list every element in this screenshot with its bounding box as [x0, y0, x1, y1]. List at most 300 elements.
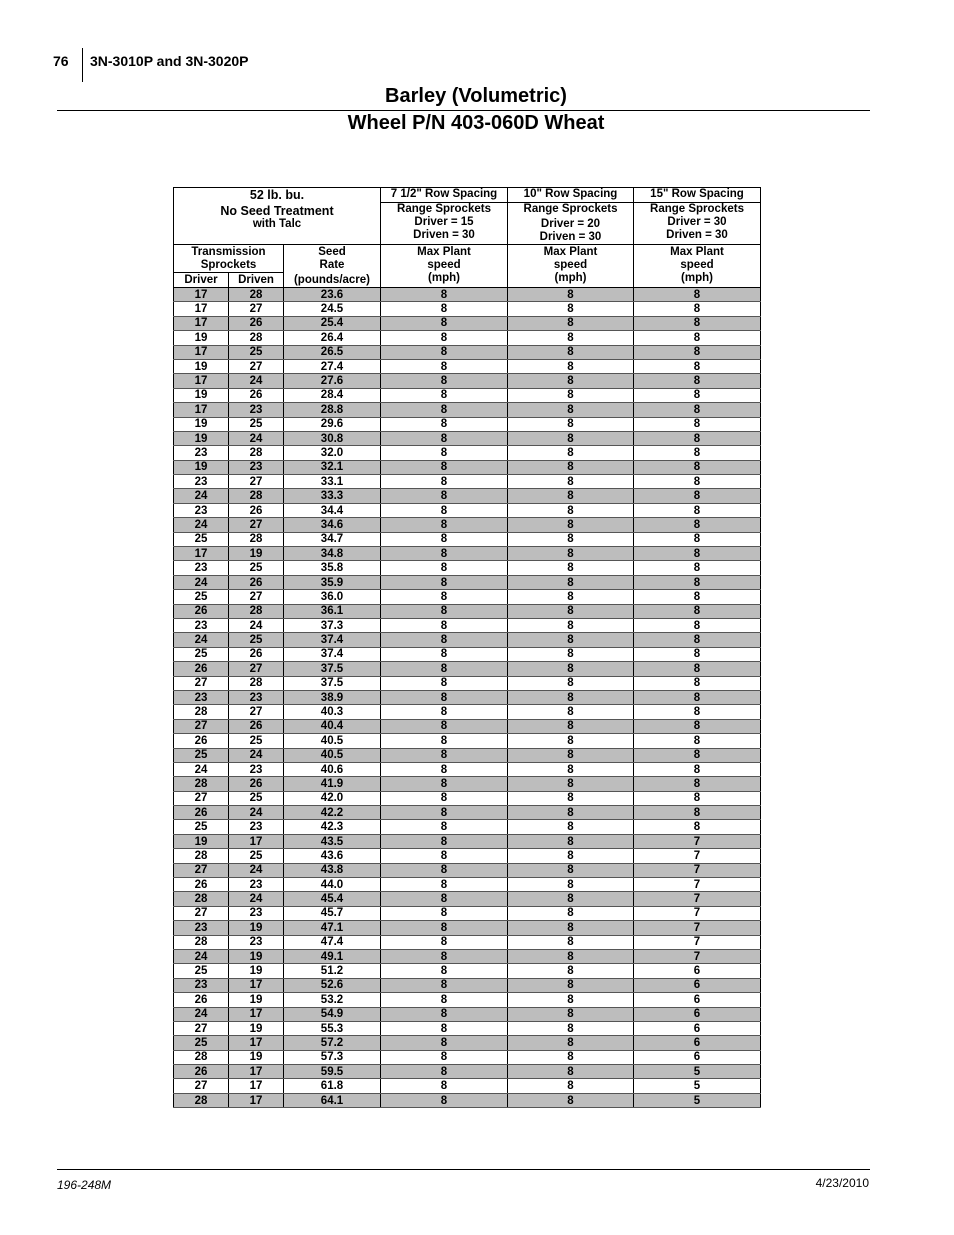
driver-cell: 19 — [174, 359, 229, 373]
seed-rate-cell: 37.5 — [284, 662, 381, 676]
chart-title — [82, 84, 870, 108]
speed-10-cell: 8 — [508, 834, 634, 848]
seed-rate-cell: 35.8 — [284, 561, 381, 575]
speed-7-5-cell: 8 — [381, 374, 508, 388]
driven-cell: 17 — [229, 834, 284, 848]
driver-cell: 23 — [174, 618, 229, 632]
table-row — [174, 748, 761, 762]
speed-10-cell: 8 — [508, 1036, 634, 1050]
table-row — [174, 403, 761, 417]
table-row — [174, 978, 761, 992]
speed-15-cell: 7 — [634, 906, 761, 920]
table-row — [174, 1093, 761, 1107]
speed-10-cell: 8 — [508, 1007, 634, 1021]
speed-15-cell: 8 — [634, 388, 761, 402]
driver-cell: 27 — [174, 906, 229, 920]
speed-10-cell: 8 — [508, 964, 634, 978]
driven-cell: 23 — [229, 906, 284, 920]
driver-cell: 25 — [174, 1036, 229, 1050]
speed-10-cell: 8 — [508, 892, 634, 906]
speed-10-cell: 8 — [508, 417, 634, 431]
speed-7-5-cell: 8 — [381, 820, 508, 834]
speed-10-cell: 8 — [508, 475, 634, 489]
driver-cell: 23 — [174, 690, 229, 704]
driver-cell: 25 — [174, 532, 229, 546]
seed-rate-cell: 29.6 — [284, 417, 381, 431]
seed-rate-cell: 40.5 — [284, 748, 381, 762]
driven-cell: 19 — [229, 949, 284, 963]
transmission-line-1: Transmission — [191, 246, 266, 258]
speed-15-cell: 8 — [634, 374, 761, 388]
driver-column-header: Driver — [174, 273, 229, 288]
seed-rate-cell: 47.1 — [284, 921, 381, 935]
speed-15-cell: 8 — [634, 676, 761, 690]
speed-7-5-cell: 8 — [381, 791, 508, 805]
speed-7-5-cell: 8 — [381, 705, 508, 719]
speed-15-cell: 8 — [634, 302, 761, 316]
title-line-1: Barley (Volumetric) — [385, 85, 567, 107]
range-driven: Driven = 30 — [413, 229, 475, 241]
speed-15-cell: 8 — [634, 820, 761, 834]
speed-10-cell: 8 — [508, 575, 634, 589]
table-row — [174, 475, 761, 489]
speed-15-cell: 8 — [634, 734, 761, 748]
driver-cell: 26 — [174, 604, 229, 618]
driven-cell: 23 — [229, 403, 284, 417]
max-speed-header-15 — [634, 245, 761, 288]
table-row — [174, 993, 761, 1007]
speed-7-5-cell: 8 — [381, 949, 508, 963]
speed-7-5-cell: 8 — [381, 1065, 508, 1079]
driven-cell: 25 — [229, 791, 284, 805]
footer-rule — [57, 1169, 870, 1170]
speed-line-2: speed — [553, 259, 588, 271]
driven-cell: 17 — [229, 1007, 284, 1021]
speed-7-5-cell: 8 — [381, 935, 508, 949]
speed-10-cell: 8 — [508, 762, 634, 776]
driven-cell: 19 — [229, 1050, 284, 1064]
speed-10-cell: 8 — [508, 489, 634, 503]
speed-15-cell: 5 — [634, 1065, 761, 1079]
driver-cell: 17 — [174, 403, 229, 417]
title-line-2: Wheel P/N 403-060D Wheat — [347, 112, 605, 134]
driver-cell: 24 — [174, 949, 229, 963]
speed-7-5-cell: 8 — [381, 489, 508, 503]
seed-rate-cell: 52.6 — [284, 978, 381, 992]
seed-rate-cell: 34.6 — [284, 518, 381, 532]
table-row — [174, 834, 761, 848]
seed-rate-cell: 42.2 — [284, 806, 381, 820]
speed-7-5-cell: 8 — [381, 748, 508, 762]
driven-cell: 17 — [229, 1079, 284, 1093]
speed-10-cell: 8 — [508, 1065, 634, 1079]
seed-rate-cell: 64.1 — [284, 1093, 381, 1107]
table-row — [174, 633, 761, 647]
seed-rate-cell: 40.3 — [284, 705, 381, 719]
speed-10-cell: 8 — [508, 532, 634, 546]
table-row — [174, 374, 761, 388]
speed-15-cell: 7 — [634, 878, 761, 892]
table-row — [174, 1065, 761, 1079]
range-label: Range Sprockets — [397, 203, 491, 215]
table-row — [174, 921, 761, 935]
range-label: Range Sprockets — [650, 203, 744, 215]
speed-7-5-cell: 8 — [381, 690, 508, 704]
driver-cell: 28 — [174, 935, 229, 949]
seed-rate-cell: 59.5 — [284, 1065, 381, 1079]
driven-cell: 23 — [229, 762, 284, 776]
max-speed-header-10 — [508, 245, 634, 288]
seed-rate-cell: 35.9 — [284, 575, 381, 589]
speed-line-1: Max Plant — [543, 246, 598, 258]
driver-cell: 17 — [174, 288, 229, 302]
speed-10-cell: 8 — [508, 403, 634, 417]
speed-7-5-cell: 8 — [381, 417, 508, 431]
seed-rate-cell: 45.7 — [284, 906, 381, 920]
seed-rate-cell: 28.8 — [284, 403, 381, 417]
speed-7-5-cell: 8 — [381, 1021, 508, 1035]
driver-cell: 28 — [174, 849, 229, 863]
seed-rate-cell: 33.3 — [284, 489, 381, 503]
speed-15-cell: 8 — [634, 460, 761, 474]
speed-7-5-cell: 8 — [381, 359, 508, 373]
seed-rate-cell: 24.5 — [284, 302, 381, 316]
table-row — [174, 806, 761, 820]
table-row — [174, 575, 761, 589]
driven-cell: 19 — [229, 1021, 284, 1035]
speed-line-2: speed — [680, 259, 714, 271]
seed-rate-cell: 27.4 — [284, 359, 381, 373]
table-row — [174, 590, 761, 604]
seed-rate-cell: 36.0 — [284, 590, 381, 604]
seed-rate-cell: 25.4 — [284, 316, 381, 330]
driver-cell: 19 — [174, 417, 229, 431]
driver-cell: 26 — [174, 806, 229, 820]
speed-7-5-cell: 8 — [381, 288, 508, 302]
table-row — [174, 777, 761, 791]
speed-15-cell: 8 — [634, 518, 761, 532]
seed-rate-cell: 34.7 — [284, 532, 381, 546]
speed-7-5-cell: 8 — [381, 503, 508, 517]
speed-7-5-cell: 8 — [381, 561, 508, 575]
speed-10-cell: 8 — [508, 288, 634, 302]
driver-cell: 23 — [174, 503, 229, 517]
speed-10-cell: 8 — [508, 374, 634, 388]
speed-15-cell: 8 — [634, 777, 761, 791]
driven-cell: 27 — [229, 662, 284, 676]
driven-cell: 27 — [229, 475, 284, 489]
seed-rate-cell: 57.2 — [284, 1036, 381, 1050]
speed-15-cell: 8 — [634, 547, 761, 561]
speed-7-5-cell: 8 — [381, 978, 508, 992]
speed-7-5-cell: 8 — [381, 604, 508, 618]
speed-7-5-cell: 8 — [381, 302, 508, 316]
driver-cell: 28 — [174, 777, 229, 791]
speed-15-cell: 8 — [634, 503, 761, 517]
driver-cell: 27 — [174, 719, 229, 733]
driven-column-header: Driven — [229, 273, 284, 288]
speed-7-5-cell: 8 — [381, 993, 508, 1007]
seed-rate-cell: 55.3 — [284, 1021, 381, 1035]
speed-7-5-cell: 8 — [381, 676, 508, 690]
driver-cell: 23 — [174, 561, 229, 575]
seed-rate-cell: 28.4 — [284, 388, 381, 402]
speed-15-cell: 8 — [634, 316, 761, 330]
driven-cell: 19 — [229, 547, 284, 561]
table-row — [174, 878, 761, 892]
driven-cell: 24 — [229, 748, 284, 762]
speed-15-cell: 8 — [634, 690, 761, 704]
speed-15-cell: 8 — [634, 791, 761, 805]
speed-15-cell: 8 — [634, 762, 761, 776]
speed-10-cell: 8 — [508, 978, 634, 992]
seed-rate-cell: 37.4 — [284, 647, 381, 661]
seed-rate-cell: 43.8 — [284, 863, 381, 877]
driven-cell: 24 — [229, 431, 284, 445]
seed-rate-cell: 32.0 — [284, 446, 381, 460]
speed-10-cell: 8 — [508, 820, 634, 834]
table-row — [174, 388, 761, 402]
speed-15-cell: 7 — [634, 949, 761, 963]
seed-rate-header — [284, 245, 381, 288]
speed-units: (mph) — [681, 272, 713, 284]
speed-7-5-cell: 8 — [381, 633, 508, 647]
seed-rate-cell: 30.8 — [284, 431, 381, 445]
table-row — [174, 705, 761, 719]
driven-cell: 23 — [229, 878, 284, 892]
table-row — [174, 734, 761, 748]
speed-7-5-cell: 8 — [381, 762, 508, 776]
table-row — [174, 820, 761, 834]
table-row — [174, 647, 761, 661]
speed-15-cell: 8 — [634, 719, 761, 733]
driver-cell: 27 — [174, 863, 229, 877]
speed-7-5-cell: 8 — [381, 575, 508, 589]
speed-15-cell: 7 — [634, 863, 761, 877]
driven-cell: 23 — [229, 460, 284, 474]
driven-cell: 28 — [229, 489, 284, 503]
table-row — [174, 892, 761, 906]
driven-cell: 17 — [229, 1093, 284, 1107]
speed-15-cell: 8 — [634, 475, 761, 489]
speed-10-cell: 8 — [508, 503, 634, 517]
seed-rate-cell: 33.1 — [284, 475, 381, 489]
speed-10-cell: 8 — [508, 734, 634, 748]
speed-7-5-cell: 8 — [381, 719, 508, 733]
speed-10-cell: 8 — [508, 863, 634, 877]
driven-cell: 25 — [229, 633, 284, 647]
table-row — [174, 849, 761, 863]
seed-rate-cell: 44.0 — [284, 878, 381, 892]
driver-cell: 25 — [174, 647, 229, 661]
seed-rate-cell: 53.2 — [284, 993, 381, 1007]
seed-rate-cell: 47.4 — [284, 935, 381, 949]
driver-cell: 23 — [174, 921, 229, 935]
speed-7-5-cell: 8 — [381, 518, 508, 532]
speed-10-cell: 8 — [508, 705, 634, 719]
seed-rate-cell: 41.9 — [284, 777, 381, 791]
driver-cell: 19 — [174, 431, 229, 445]
speed-10-cell: 8 — [508, 446, 634, 460]
speed-7-5-cell: 8 — [381, 547, 508, 561]
speed-10-cell: 8 — [508, 878, 634, 892]
driver-cell: 24 — [174, 762, 229, 776]
seed-header — [174, 188, 381, 245]
speed-10-cell: 8 — [508, 547, 634, 561]
driver-cell: 19 — [174, 388, 229, 402]
speed-7-5-cell: 8 — [381, 1007, 508, 1021]
speed-10-cell: 8 — [508, 791, 634, 805]
speed-15-cell: 7 — [634, 892, 761, 906]
driven-cell: 27 — [229, 302, 284, 316]
speed-7-5-cell: 8 — [381, 777, 508, 791]
range-sprockets-7-5 — [381, 203, 508, 245]
speed-10-cell: 8 — [508, 604, 634, 618]
driver-cell: 17 — [174, 547, 229, 561]
seed-rate-units: (pounds/acre) — [293, 274, 371, 286]
range-driver: Driver = 15 — [414, 216, 474, 228]
speed-7-5-cell: 8 — [381, 618, 508, 632]
driven-cell: 24 — [229, 892, 284, 906]
driven-cell: 26 — [229, 575, 284, 589]
seed-rate-cell: 43.6 — [284, 849, 381, 863]
speed-15-cell: 5 — [634, 1079, 761, 1093]
speed-10-cell: 8 — [508, 993, 634, 1007]
speed-10-cell: 8 — [508, 690, 634, 704]
speed-7-5-cell: 8 — [381, 878, 508, 892]
table-row — [174, 417, 761, 431]
driven-cell: 23 — [229, 935, 284, 949]
driven-cell: 23 — [229, 820, 284, 834]
table-row — [174, 331, 761, 345]
range-driven: Driven = 30 — [539, 231, 602, 243]
driven-cell: 19 — [229, 993, 284, 1007]
driven-cell: 17 — [229, 978, 284, 992]
range-driver: Driver = 30 — [667, 216, 727, 228]
speed-7-5-cell: 8 — [381, 964, 508, 978]
seed-rate-cell: 42.3 — [284, 820, 381, 834]
table-row — [174, 302, 761, 316]
speed-15-cell: 6 — [634, 993, 761, 1007]
table-row — [174, 791, 761, 805]
speed-10-cell: 8 — [508, 935, 634, 949]
driver-cell: 27 — [174, 1079, 229, 1093]
speed-10-cell: 8 — [508, 647, 634, 661]
speed-15-cell: 6 — [634, 1036, 761, 1050]
driven-cell: 24 — [229, 863, 284, 877]
table-row — [174, 1021, 761, 1035]
speed-line-1: Max Plant — [670, 246, 724, 258]
driven-cell: 26 — [229, 316, 284, 330]
driver-cell: 24 — [174, 1007, 229, 1021]
seed-rate-cell: 51.2 — [284, 964, 381, 978]
table-row — [174, 1007, 761, 1021]
table-row — [174, 547, 761, 561]
speed-15-cell: 8 — [634, 575, 761, 589]
driver-cell: 28 — [174, 705, 229, 719]
seed-talc: with Talc — [252, 218, 302, 230]
seed-rate-cell: 23.6 — [284, 288, 381, 302]
speed-7-5-cell: 8 — [381, 345, 508, 359]
table-row — [174, 518, 761, 532]
speed-7-5-cell: 8 — [381, 388, 508, 402]
seed-rate-cell: 38.9 — [284, 690, 381, 704]
table-row — [174, 561, 761, 575]
table-row — [174, 719, 761, 733]
driven-cell: 24 — [229, 806, 284, 820]
speed-15-cell: 8 — [634, 647, 761, 661]
driver-cell: 25 — [174, 748, 229, 762]
speed-10-cell: 8 — [508, 921, 634, 935]
seed-rate-cell: 42.0 — [284, 791, 381, 805]
speed-7-5-cell: 8 — [381, 662, 508, 676]
speed-15-cell: 6 — [634, 1007, 761, 1021]
speed-7-5-cell: 8 — [381, 403, 508, 417]
table-row — [174, 906, 761, 920]
seed-rate-cell: 34.4 — [284, 503, 381, 517]
driver-cell: 25 — [174, 964, 229, 978]
speed-units: (mph) — [554, 272, 587, 284]
speed-15-cell: 8 — [634, 633, 761, 647]
speed-15-cell: 8 — [634, 403, 761, 417]
speed-10-cell: 8 — [508, 590, 634, 604]
speed-10-cell: 8 — [508, 662, 634, 676]
range-sprockets-10 — [508, 203, 634, 245]
table-row — [174, 532, 761, 546]
speed-7-5-cell: 8 — [381, 849, 508, 863]
speed-10-cell: 8 — [508, 1079, 634, 1093]
speed-10-cell: 8 — [508, 719, 634, 733]
driven-cell: 27 — [229, 359, 284, 373]
speed-15-cell: 8 — [634, 705, 761, 719]
speed-10-cell: 8 — [508, 518, 634, 532]
driver-cell: 26 — [174, 993, 229, 1007]
driven-cell: 28 — [229, 676, 284, 690]
speed-10-cell: 8 — [508, 777, 634, 791]
driver-cell: 17 — [174, 316, 229, 330]
table-row — [174, 964, 761, 978]
range-driven: Driven = 30 — [666, 229, 728, 241]
driven-cell: 17 — [229, 1065, 284, 1079]
driver-cell: 19 — [174, 331, 229, 345]
seed-rate-cell: 27.6 — [284, 374, 381, 388]
driven-cell: 28 — [229, 288, 284, 302]
seed-treatment: No Seed Treatment — [220, 204, 334, 218]
driver-cell: 26 — [174, 662, 229, 676]
speed-7-5-cell: 8 — [381, 532, 508, 546]
speed-7-5-cell: 8 — [381, 590, 508, 604]
speed-15-cell: 8 — [634, 359, 761, 373]
seed-rate-cell: 26.4 — [284, 331, 381, 345]
seed-rate-cell: 61.8 — [284, 1079, 381, 1093]
speed-7-5-cell: 8 — [381, 806, 508, 820]
driven-cell: 24 — [229, 374, 284, 388]
driver-cell: 17 — [174, 302, 229, 316]
driver-cell: 28 — [174, 892, 229, 906]
driver-cell: 27 — [174, 676, 229, 690]
driven-cell: 26 — [229, 647, 284, 661]
driven-cell: 25 — [229, 734, 284, 748]
range-label: Range Sprockets — [523, 203, 618, 215]
part-number: 196-248M — [57, 1178, 112, 1192]
speed-15-cell: 8 — [634, 489, 761, 503]
speed-15-cell: 8 — [634, 662, 761, 676]
speed-units: (mph) — [428, 272, 460, 284]
table-row — [174, 762, 761, 776]
speed-15-cell: 7 — [634, 935, 761, 949]
speed-7-5-cell: 8 — [381, 921, 508, 935]
speed-7-5-cell: 8 — [381, 734, 508, 748]
